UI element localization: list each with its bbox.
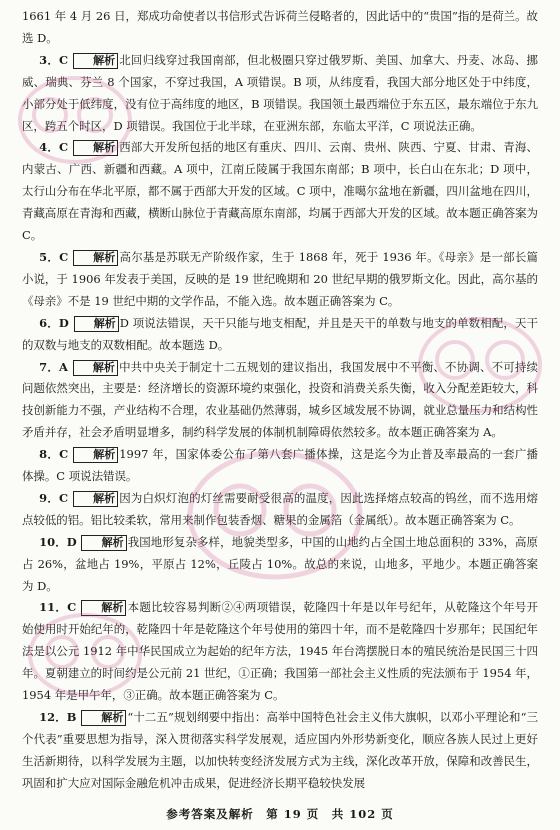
explanation-text: 北回归线穿过我国南部，但北极圈只穿过俄罗斯、美国、加拿大、丹麦、冰岛、挪威、瑞典、芬兰 8 个国家，不穿过我国，A 项错误。B 项，从纬度看，我国大部分地区处于中纬度，小部分处于低纬度，没有位于高纬度的地区，B 项错误。我国领土最西端位于东五区，最东端位于东九区，跨五个时区，D 项错误。我国位于北半球，在亚洲东部，东临太平洋，C 项说法正确。 (22, 52, 538, 133)
question-number: 3． (39, 52, 59, 67)
answer-letter: C (67, 600, 77, 615)
analysis-tag: 解析 (73, 360, 118, 376)
analysis-tag: 解析 (81, 535, 126, 551)
answer-letter: C (59, 249, 69, 264)
analysis-tag: 解析 (73, 140, 118, 156)
answer-item (22, 137, 538, 247)
question-number: 7． (39, 359, 59, 374)
explanation-text: 1661 年 4 月 26 日，郑成功命使者以书信形式告诉荷兰侵略者的，因此话中的“贵国”指的是荷兰。故选 D。 (22, 9, 538, 45)
question-number: 11． (39, 600, 68, 615)
answer-letter: A (58, 359, 68, 374)
question-number: 8． (39, 447, 60, 462)
answer-letter: C (58, 490, 69, 505)
question-number: 6． (39, 315, 59, 330)
analysis-tag: 解析 (73, 250, 118, 266)
answer-item (22, 247, 538, 313)
answer-letter: D (66, 534, 77, 549)
answer-item (22, 532, 538, 598)
continuation-paragraph (22, 6, 538, 50)
answer-item (22, 444, 538, 488)
explanation-text: “十二五”规划纲要中指出：高举中国特色社会主义伟大旗帜，以邓小平理论和“三个代表”重要思想为指导，深入贯彻落实科学发展观，适应国内外形势新变化，顺应各族人民过上更好生活新期待，以科学发展为主题，以加快转变经济发展方式为主线，深化改革开放，保障和改善民生，巩固和扩大应对国际金融危机冲击成果，促进经济长期平稳较快发展 (22, 710, 539, 790)
explanation-text: 西部大开发所包括的地区有重庆、四川、云南、贵州、陕西、宁夏、甘肃、青海、内蒙古、广西、新疆和西藏。A 项中，江南丘陵属于我国东南部；B 项中，长白山在东北；D 项中，太行山分布在华北平原，都不属于西部大开发的区域。C 项中，准噶尔盆地在新疆，四川盆地在四川，青藏高原在青海和西藏，横断山脉位于青藏高原东南部，均属于西部大开发的区域。故本题正确答案为 C。 (22, 140, 538, 243)
answer-item (22, 707, 538, 795)
answer-letter: C (58, 52, 69, 67)
question-number: 5． (39, 249, 60, 264)
explanation-text: 本题比较容易判断②④两项错误，乾隆四十年是以年号纪年，从乾隆这个年号开始使用时开始纪年的，乾隆四十年是乾隆这个年号使用的第四十年，而不是乾隆四十岁那年；民国纪年法是以公元 1912 年中华民国成立为起始的纪年方法，1945 年台湾摆脱日本的殖民统治是民国三十四年。夏朝建立的时间约是公元前 21 世纪，①正确；我国第一部社会主义性质的宪法颁布于 1954 年，1954 年是甲午年，③正确。故本题正确答案为 C。 (22, 600, 539, 703)
question-number: 12． (39, 710, 67, 724)
answer-item (22, 50, 538, 138)
question-number: 9． (39, 490, 59, 505)
answer-letter: C (59, 447, 69, 462)
answer-item (22, 488, 538, 532)
explanation-text: D 项说法错误，天干只能与地支相配，并且是天干的单数与地支的单数相配，天干的双数与地支的双数相配。故本题选 D。 (22, 315, 539, 352)
explanation-text: 中共中央关于制定十二五规划的建议指出，我国发展中不平衡、不协调、不可持续问题依然突出，主要是：经济增长的资源环境约束强化，投资和消费关系失衡，收入分配差距较大，科技创新能力不强，产业结构不合理，农业基础仍然薄弱，城乡区域发展不协调，就业总量压力和结构性矛盾并存，社会矛盾明显增多，制约科学发展的体制机制障碍依然较多。故本题正确答案为 A。 (22, 359, 538, 440)
page-footer: 参考答案及解析 第 19 页 共 102 页 (166, 807, 394, 821)
analysis-tag: 解析 (74, 316, 119, 332)
question-number: 10． (39, 534, 67, 549)
explanation-text: 1997 年，国家体委公布了第八套广播体操，这是迄今为止普及率最高的一套广播体操。C 项说法错误。 (22, 447, 538, 484)
analysis-tag: 解析 (81, 600, 126, 616)
answer-item (22, 313, 538, 357)
answer-item (22, 357, 538, 445)
analysis-tag: 解析 (81, 710, 126, 726)
explanation-text: 因为白炽灯泡的灯丝需要耐受很高的温度，因此选择熔点较高的钨丝，而不选用熔点较低的铝。铝比较柔软，常用来制作包装香烟、糖果的金属箔（金属纸）。故本题正确答案为 C。 (22, 490, 538, 527)
answer-letter: C (58, 140, 69, 155)
analysis-tag: 解析 (73, 491, 118, 507)
explanation-text: 高尔基是苏联无产阶级作家，生于 1868 年，死于 1936 年。《母亲》是一部长篇小说，于 1906 年发表于美国，反映的是 19 世纪晚期和 20 世纪早期的俄罗斯文化。因此，高尔基的《母亲》不是 19 世纪中期的文学作品，不能入选。故本题正确答案为 C。 (22, 249, 538, 308)
answer-item (22, 597, 538, 707)
answer-letter: B (66, 710, 77, 724)
answer-explanations (22, 6, 538, 795)
explanation-text: 我国地形复杂多样，地貌类型多，中国的山地约占全国土地总面积的 33%，高原占 26%，盆地占 19%，平原占 12%，丘陵占 10%。故总的来说，山地多，平地少。本题正确答案为 D。 (22, 534, 538, 593)
question-number: 4． (39, 140, 59, 155)
analysis-tag: 解析 (73, 447, 118, 463)
analysis-tag: 解析 (73, 53, 118, 69)
answer-letter: D (58, 315, 69, 330)
